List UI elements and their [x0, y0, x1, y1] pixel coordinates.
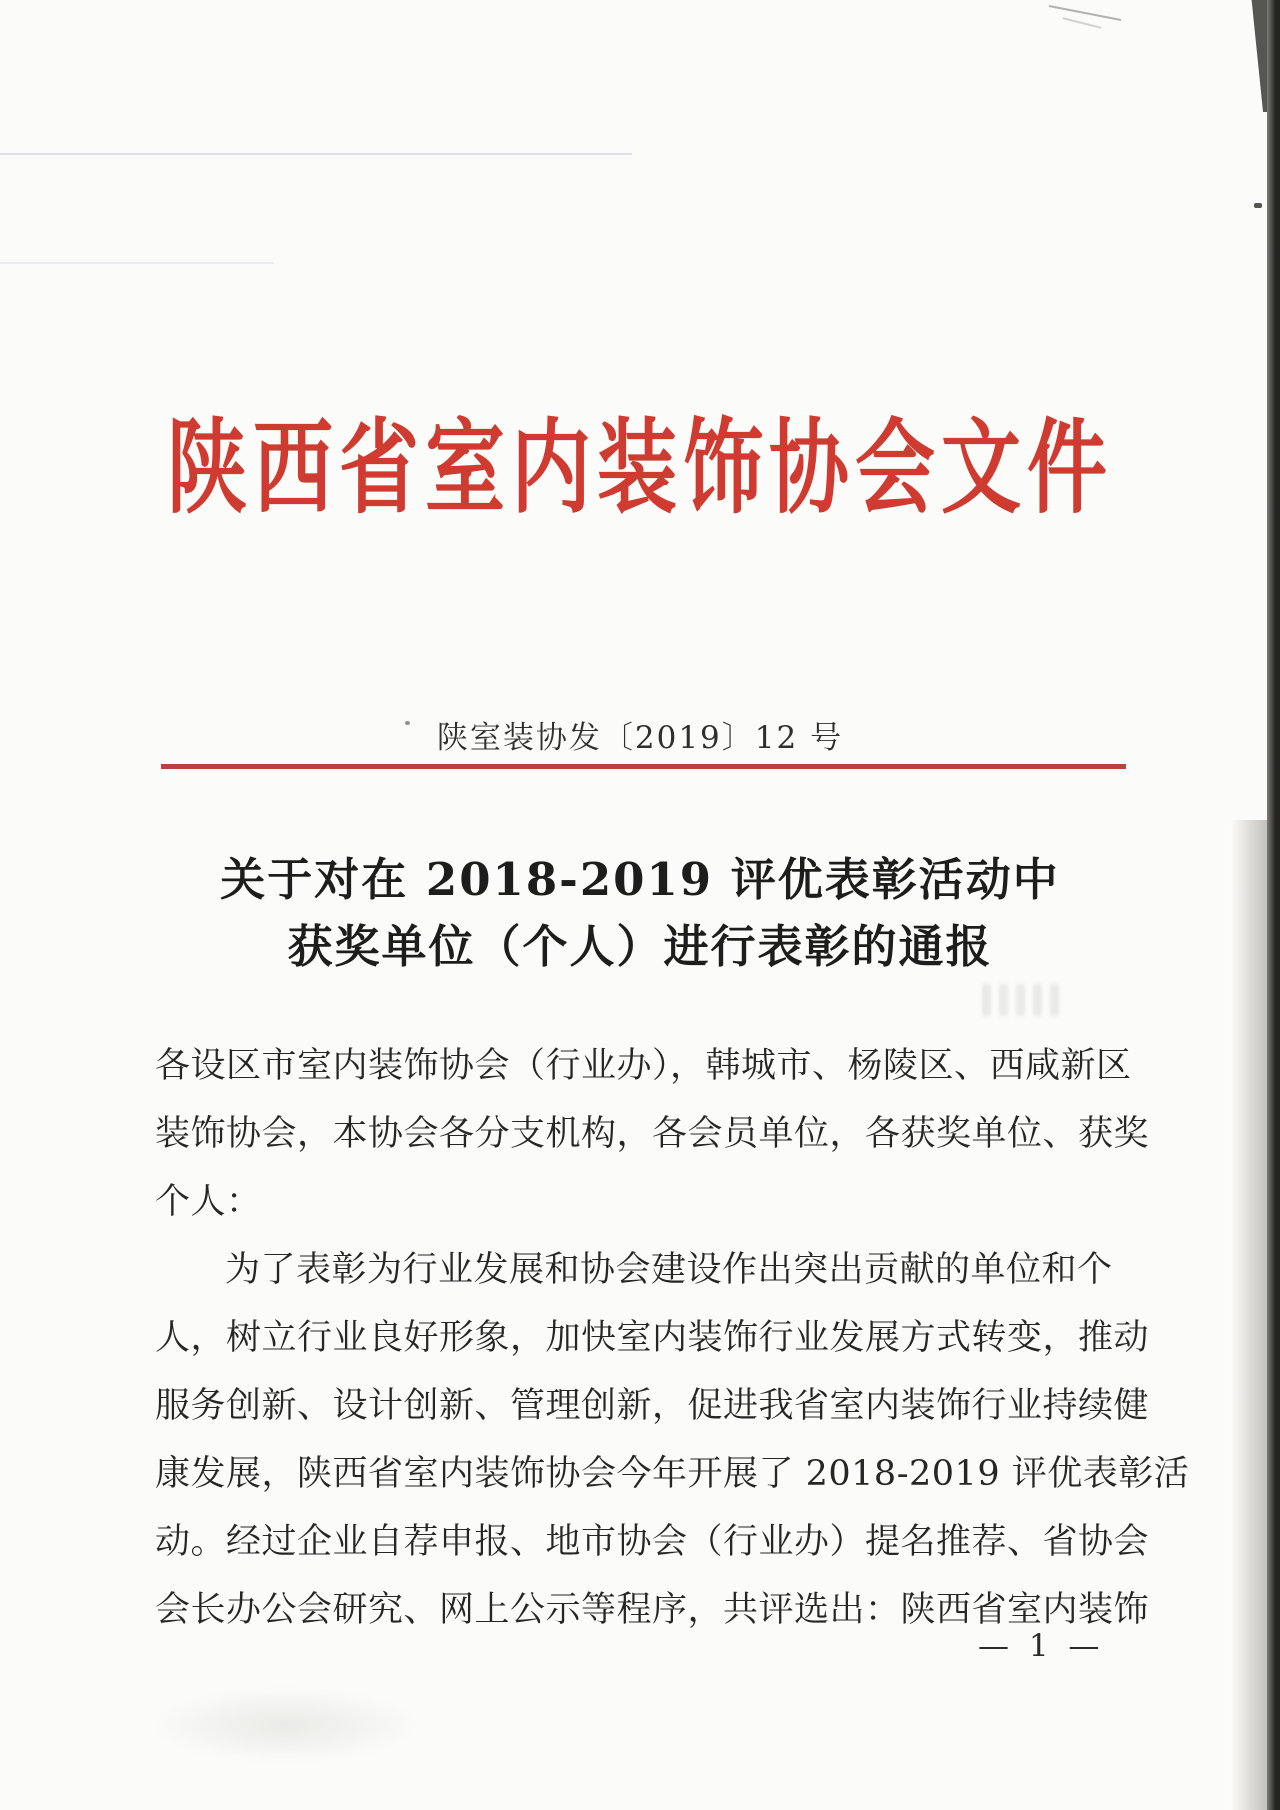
paragraph-line-3: 服务创新、设计创新、管理创新，促进我省室内装饰行业持续健 [155, 1386, 1150, 1426]
salutation-line-3: 个人： [155, 1182, 262, 1222]
paper-crease-line-upper [0, 262, 274, 264]
notice-title [0, 846, 1280, 980]
paragraph-line-2: 人，树立行业良好形象，加快室内装饰行业发展方式转变，推动 [155, 1318, 1150, 1358]
red-separator-rule [161, 764, 1126, 769]
notice-title-line-2: 获奖单位（个人）进行表彰的通报 [287, 920, 993, 973]
notice-title-line-1: 关于对在 2018-2019 评优表彰活动中 [220, 853, 1060, 906]
smudge-bottom-left [150, 1688, 420, 1762]
ink-speck-right-edge [1254, 203, 1262, 208]
salutation-line-2: 装饰协会，本协会各分支机构，各会员单位，各获奖单位、获奖 [155, 1114, 1150, 1154]
paragraph-line-4: 康发展，陕西省室内装饰协会今年开展了 2018-2019 评优表彰活 [155, 1454, 1190, 1494]
page-number: — 1 — [978, 1628, 1105, 1664]
pencil-scratch-mark [1048, 5, 1121, 21]
bleed-through-smudge [982, 984, 1060, 1016]
pencil-scratch-mark-small [1062, 17, 1101, 29]
doc-reference-number: 陕室装协发〔2019〕12 号 [436, 720, 844, 756]
paper-crease-line-top [0, 153, 632, 155]
scan-corner-top-right [1245, 0, 1267, 112]
paragraph-line-5: 动。经过企业自荐申报、地市协会（行业办）提名推荐、省协会 [155, 1522, 1150, 1562]
paragraph-line-6: 会长办公会研究、网上公示等程序，共评选出：陕西省室内装饰 [155, 1590, 1150, 1630]
paragraph-line-1: 为了表彰为行业发展和协会建设作出突出贡献的单位和个 [225, 1250, 1113, 1290]
salutation-line-1: 各设区市室内装饰协会（行业办），韩城市、杨陵区、西咸新区 [155, 1046, 1132, 1086]
letterhead-org-title: 陕西省室内装饰协会文件 [167, 406, 1113, 528]
